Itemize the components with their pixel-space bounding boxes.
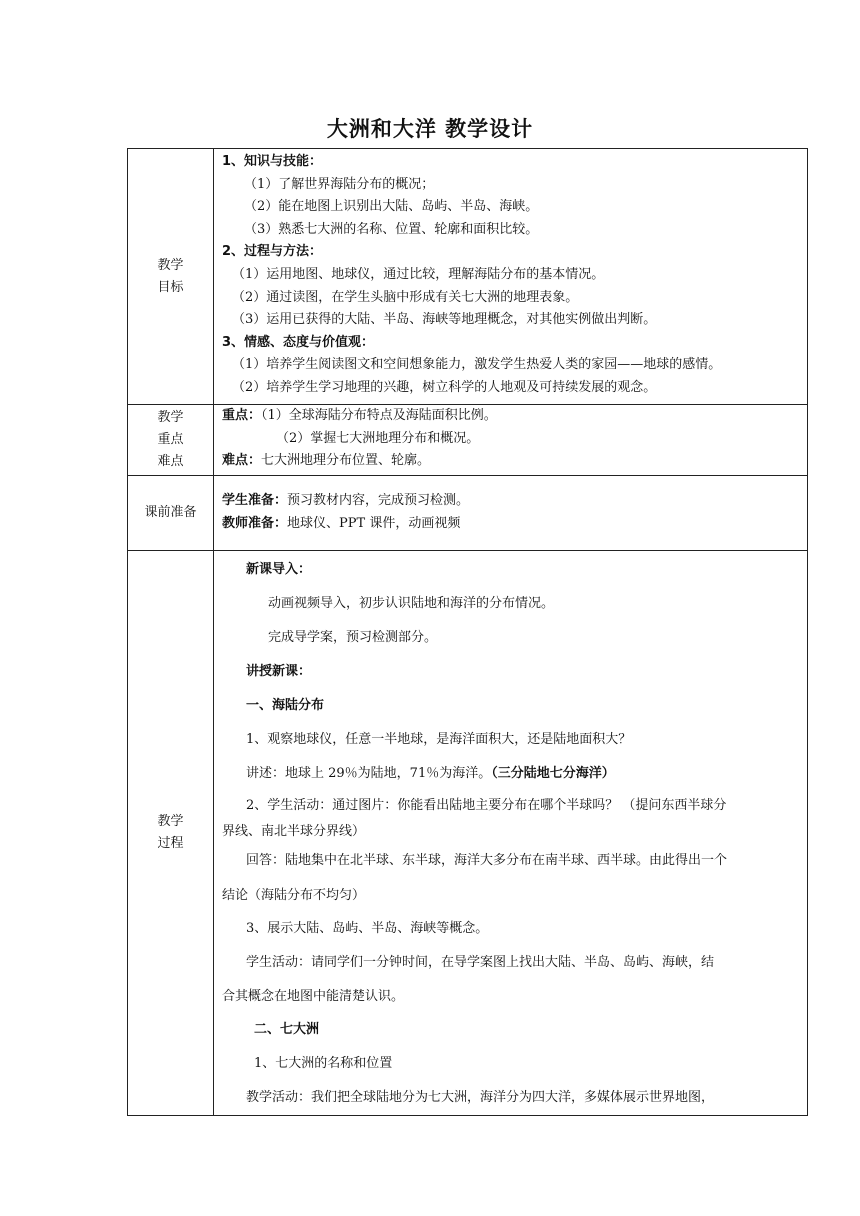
- process-content: [214, 551, 808, 1116]
- student-prep-text: 预习教材内容，完成预习检测。: [287, 493, 470, 509]
- objectives-label: 教学 目标: [128, 149, 214, 405]
- objectives-content: [214, 149, 808, 405]
- teacher-prep-label: 教师准备：: [222, 516, 288, 531]
- difficulty-text: 七大洲地理分布位置、轮廓。: [261, 453, 431, 469]
- answer-text-cont: 结论（海陆分布不均匀）: [222, 888, 366, 903]
- key-item: （2）掌握七大洲地理分布和概况。: [276, 430, 480, 446]
- values-heading: 3、情感、态度与价值观：: [222, 334, 375, 350]
- method-item: （2）通过读图，在学生头脑中形成有关七大洲的地理表象。: [232, 289, 579, 305]
- preparation-label: 课前准备: [128, 476, 214, 551]
- question-2-cont: 界线、南北半球分界线）: [222, 824, 366, 839]
- lesson-plan-table: [127, 148, 808, 1116]
- method-heading: 2、过程与方法：: [222, 244, 323, 260]
- question-3: 3、展示大陆、岛屿、半岛、海峡等概念。: [246, 921, 489, 936]
- teaching-activity-text: 教学活动：我们把全球陆地分为七大洲，海洋分为四大洋，多媒体展示世界地图，: [246, 1090, 715, 1105]
- values-item: （2）培养学生学习地理的兴趣，树立科学的人地观及可持续发展的观念。: [232, 379, 657, 395]
- student-prep-label: 学生准备：: [222, 493, 288, 509]
- teacher-prep-text: 地球仪、PPT 课件，动画视频: [287, 516, 461, 531]
- values-item: （1）培养学生阅读图文和空间想象能力，激发学生热爱人类的家园——地球的感情。: [232, 357, 722, 373]
- process-label: 教学 过程: [128, 551, 214, 1116]
- intro-text: 完成导学案，预习检测部分。: [268, 630, 438, 645]
- explain-highlight: （三分陆地七分海洋）: [491, 766, 615, 781]
- intro-text: 动画视频导入，初步认识陆地和海洋的分布情况。: [268, 596, 555, 611]
- new-lesson-heading: 讲授新课：: [246, 664, 312, 679]
- key-item: （1）全球海陆分布特点及海陆面积比例。: [261, 408, 497, 423]
- keypoints-row: [128, 405, 808, 476]
- method-item: （1）运用地图、地球仪，通过比较，理解海陆分布的基本情况。: [232, 266, 605, 282]
- knowledge-item: （2）能在地图上识别出大陆、岛屿、半岛、海峡。: [244, 199, 539, 215]
- subsection-heading: 1、七大洲的名称和位置: [254, 1056, 393, 1071]
- preparation-row: [128, 476, 808, 551]
- answer-text: 回答：陆地集中在北半球、东半球，海洋大多分布在南半球、西半球。由此得出一个: [246, 853, 728, 868]
- section-heading: 二、七大洲: [254, 1022, 320, 1037]
- method-item: （3）运用已获得的大陆、半岛、海峡等地理概念，对其他实例做出判断。: [232, 312, 657, 328]
- preparation-content: [214, 476, 808, 551]
- activity-text: 学生活动：请同学们一分钟时间，在导学案图上找出大陆、半岛、岛屿、海峡，结: [246, 955, 715, 970]
- question-1: 1、观察地球仪，任意一半地球，是海洋面积大，还是陆地面积大？: [246, 732, 632, 747]
- intro-heading: 新课导入：: [246, 562, 312, 577]
- knowledge-heading: 1、知识与技能：: [222, 154, 323, 169]
- question-2: 2、学生活动：通过图片：你能看出陆地主要分布在哪个半球吗？ （提问东西半球分: [246, 798, 727, 813]
- process-row: [128, 551, 808, 1116]
- explain-text: 讲述：地球上 29％为陆地，71％为海洋。: [246, 766, 492, 781]
- objectives-row: [128, 149, 808, 405]
- section-heading: 一、海陆分布: [246, 698, 325, 713]
- difficulty-label: 难点：: [222, 453, 262, 469]
- key-label: 重点：: [222, 408, 262, 423]
- document-title: 大洲和大洋 教学设计: [326, 117, 534, 141]
- activity-text-cont: 合其概念在地图中能清楚认识。: [222, 989, 405, 1004]
- knowledge-item: （1）了解世界海陆分布的概况；: [244, 176, 435, 192]
- keypoints-label: 教学 重点 难点: [128, 405, 214, 476]
- knowledge-item: （3）熟悉七大洲的名称、位置、轮廓和面积比较。: [244, 221, 539, 237]
- keypoints-content: [214, 405, 808, 476]
